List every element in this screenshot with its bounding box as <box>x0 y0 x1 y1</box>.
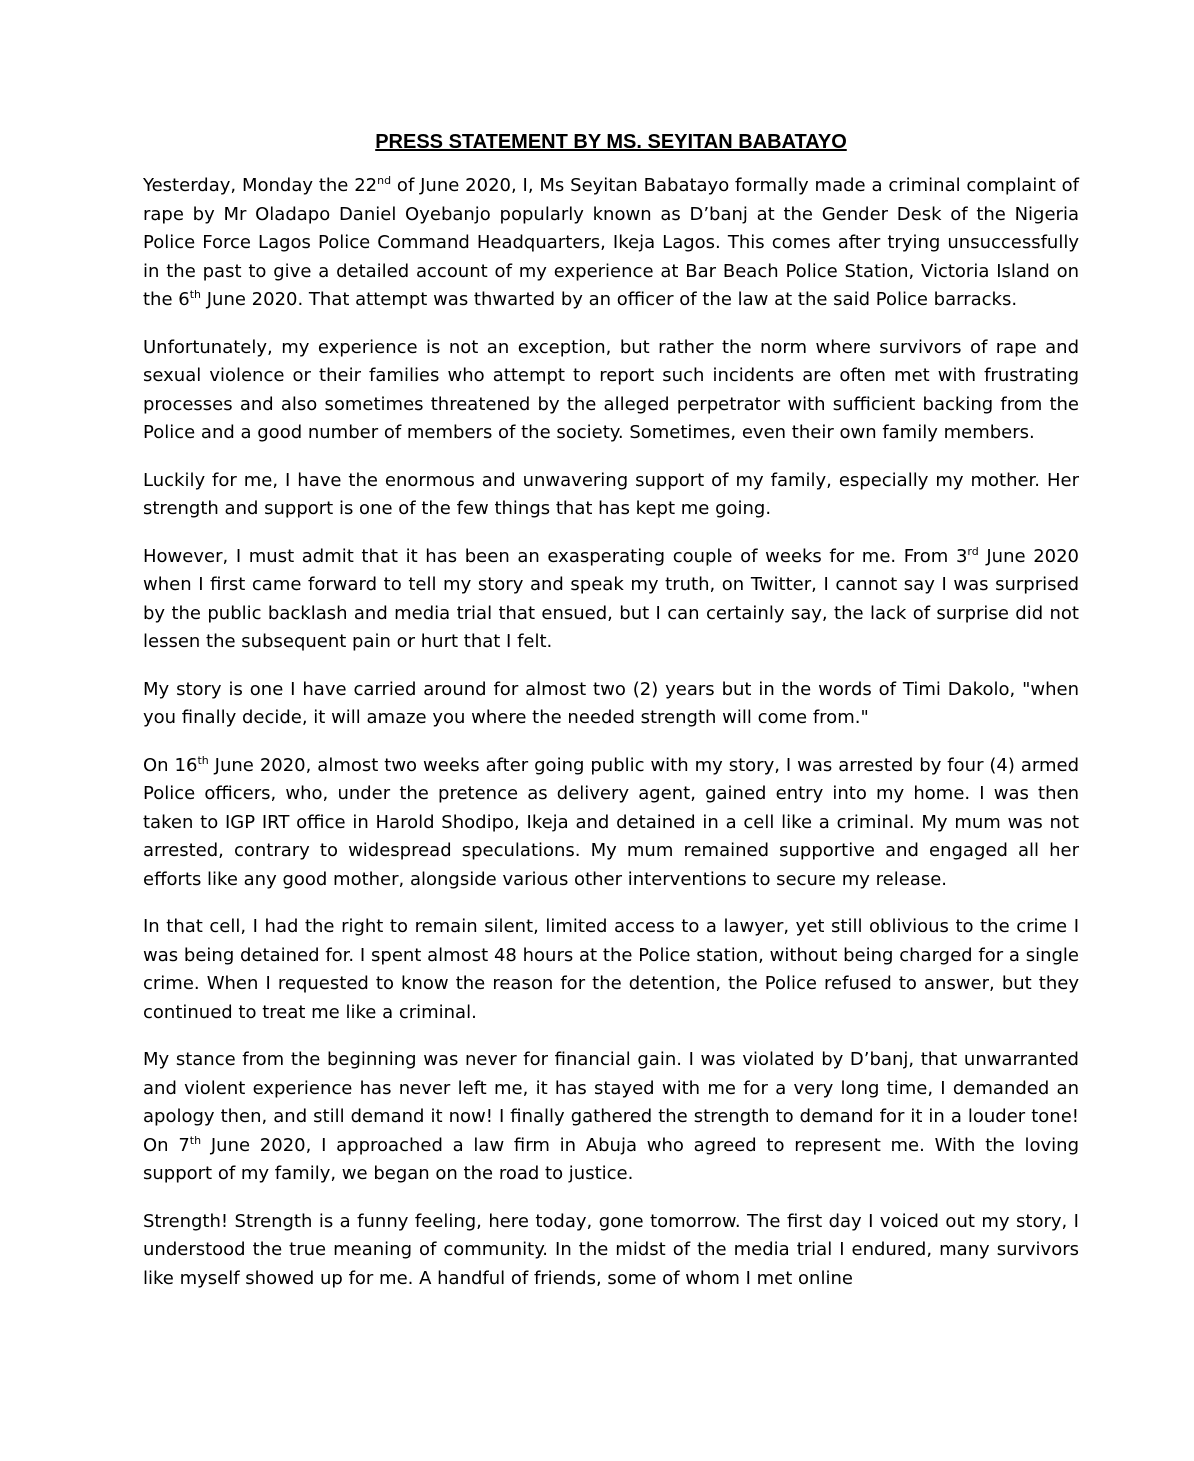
paragraph-text: Luckily for me, I have the enormous and unwavering support of my family, especially my mother. Her strength and support is one of the few things that has kept me going. <box>143 469 1079 519</box>
paragraph <box>143 334 1079 448</box>
superscript-ordinal: rd <box>967 544 979 558</box>
paragraph <box>143 543 1079 657</box>
paragraph-text: My story is one I have carried around for almost two (2) years but in the words of Timi Dakolo, "when you finally decide, it will amaze you where the needed strength will come from." <box>143 678 1079 728</box>
paragraph-text: Strength! Strength is a funny feeling, here today, gone tomorrow. The first day I voiced out my story, I understood the true meaning of community. In the midst of the media trial I endured, many survivors like myself showed up for me. A handful of friends, some of whom I met online <box>143 1210 1079 1289</box>
paragraph-text: On 16 <box>143 754 198 776</box>
document-body <box>143 172 1079 1293</box>
paragraph-text: June 2020. That attempt was thwarted by an officer of the law at the said Police barracks. <box>201 289 1018 310</box>
paragraph-text: Unfortunately, my experience is not an exception, but rather the norm where survivors of rape and sexual violence or their families who attempt to report such incidents are often met with frustrating processes and also sometimes threatened by the alleged perpetrator with sufficient backing from the Police and a good number of members of the society. Sometimes, even their own family members. <box>143 336 1079 443</box>
paragraph <box>143 913 1079 1027</box>
paragraph-text: My stance from the beginning was never for financial gain. I was violated by D’banj, that unwarranted and violent experience has never left me, it has stayed with me for a very long time, I demanded an apology then, and still demand it now! I finally gathered the strength to demand for it in a louder tone! On 7 <box>143 1049 1079 1156</box>
paragraph <box>143 467 1079 524</box>
superscript-ordinal: th <box>189 288 202 301</box>
paragraph-text: In that cell, I had the right to remain silent, limited access to a lawyer, yet still oblivious to the crime I was being detained for. I spent almost 48 hours at the Police station, without being charged for a single crime. When I requested to know the reason for the detention, the Police refused to answer, but they continued to treat me like a criminal. <box>143 916 1079 1023</box>
paragraph-text: Yesterday, Monday the 22 <box>143 175 378 196</box>
superscript-ordinal: th <box>197 753 209 767</box>
paragraph <box>143 752 1079 895</box>
document-title: PRESS STATEMENT BY MS. SEYITAN BABATAYO <box>375 131 847 153</box>
superscript-ordinal: nd <box>377 174 392 187</box>
paragraph <box>143 1208 1079 1294</box>
paragraph <box>143 1046 1079 1189</box>
paragraph-text: of June 2020, I, Ms Seyitan Babatayo formally made a criminal complaint of rape by Mr Oladapo Daniel Oyebanjo popularly known as D’banj at the Gender Desk of the Nigeria Police Force Lagos Police Command Headquarters, Ikeja Lagos. This comes after trying unsuccessfully in the past to give a detailed account of my experience at Bar Beach Police Station, Victoria Island on the 6 <box>143 175 1079 310</box>
paragraph-text: June 2020 when I first came forward to tell my story and speak my truth, on Twitter, I cannot say I was surprised by the public backlash and media trial that ensued, but I can certainly say, the lack of surprise did not lessen the subsequent pain or hurt that I felt. <box>143 545 1079 652</box>
paragraph <box>143 676 1079 733</box>
superscript-ordinal: th <box>189 1133 202 1147</box>
paragraph-text: June 2020, I approached a law firm in Abuja who agreed to represent me. With the loving support of my family, we began on the road to justice. <box>143 1134 1080 1184</box>
paragraph-text: However, I must admit that it has been an exasperating couple of weeks for me. From 3 <box>143 545 968 567</box>
paragraph-text: June 2020, almost two weeks after going public with my story, I was arrested by four (4) armed Police officers, who, under the pretence as delivery agent, gained entry into my home. I was then taken to IGP IRT office in Harold Shodipo, Ikeja and detained in a cell like a criminal. My mum was not arrested, contrary to widespread speculations. My mum remained supportive and engaged all her efforts like any good mother, alongside various other interventions to secure my release. <box>143 754 1080 890</box>
paragraph <box>143 172 1079 315</box>
document-page <box>143 128 1079 1312</box>
